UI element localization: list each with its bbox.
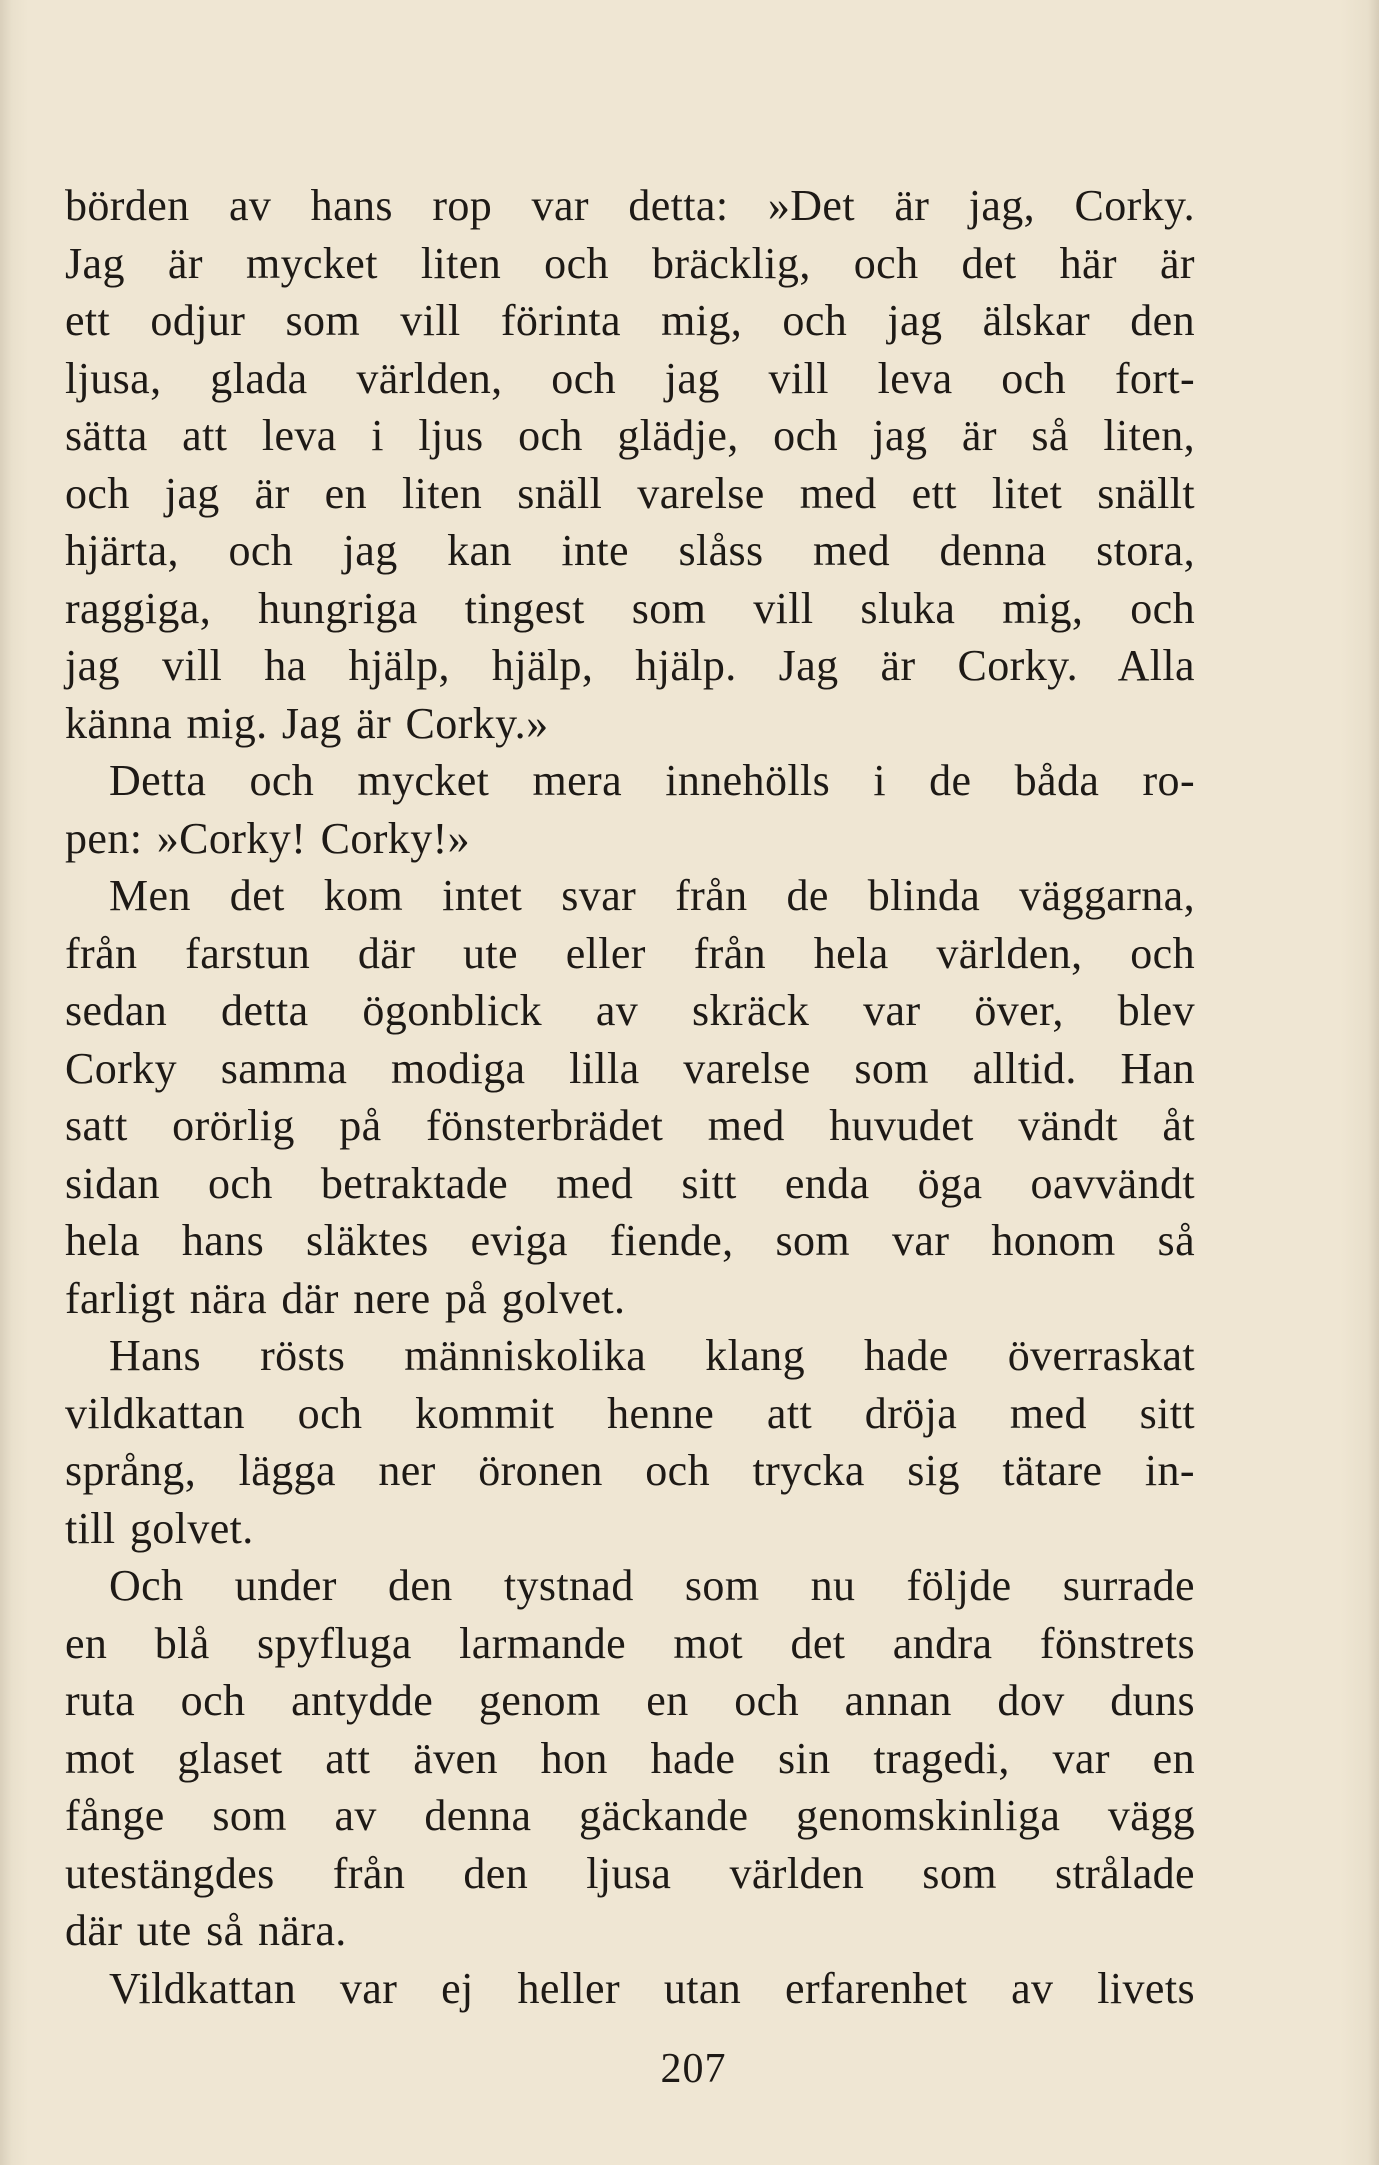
text-line: sedan detta ögonblick av skräck var över, blev <box>65 986 1195 1035</box>
text-line: vildkattan och kommit henne att dröja med sitt <box>65 1388 1195 1438</box>
text-line: Corky samma modiga lilla varelse som alltid. Han <box>65 1043 1195 1093</box>
text-line: från farstun där ute eller från hela världen, och <box>65 928 1195 978</box>
text-line: och jag är en liten snäll varelse med ett litet snällt <box>65 468 1195 518</box>
text-line: Men det kom intet svar från de blinda väggarna, <box>109 871 1195 920</box>
text-line: språng, lägga ner öronen och trycka sig tätare in- <box>65 1446 1195 1495</box>
text-line: Jag är mycket liten och bräcklig, och det här är <box>65 238 1195 288</box>
text-line: Och under den tystnad som nu följde surrade <box>109 1561 1195 1610</box>
text-line: ljusa, glada världen, och jag vill leva och fort- <box>65 353 1195 403</box>
text-line: Hans rösts människolika klang hade överraskat <box>109 1331 1195 1380</box>
text-line: pen: »Corky! Corky!» <box>65 813 471 863</box>
text-line: satt orörlig på fönsterbrädet med huvudet vändt åt <box>65 1101 1195 1150</box>
text-line: mot glaset att även hon hade sin tragedi, var en <box>65 1733 1195 1783</box>
text-line: börden av hans rop var detta: »Det är jag, Corky. <box>65 181 1195 230</box>
text-line: Detta och mycket mera innehölls i de båda ro- <box>109 756 1195 805</box>
text-line: en blå spyfluga larmande mot det andra fönstrets <box>65 1618 1195 1668</box>
text-line: till golvet. <box>65 1503 254 1553</box>
text-line: utestängdes från den ljusa världen som strålade <box>65 1848 1195 1898</box>
text-line: farligt nära där nere på golvet. <box>65 1273 626 1323</box>
text-line: fånge som av denna gäckande genomskinliga vägg <box>65 1791 1195 1840</box>
body-text <box>65 177 1195 2017</box>
text-line: där ute så nära. <box>65 1906 347 1955</box>
text-line: känna mig. Jag är Corky.» <box>65 698 549 748</box>
text-line: Vildkattan var ej heller utan erfarenhet av livets <box>109 1963 1195 2013</box>
text-line: ruta och antydde genom en och annan dov duns <box>65 1676 1195 1725</box>
text-line: ett odjur som vill förinta mig, och jag älskar den <box>65 296 1195 345</box>
text-line: hjärta, och jag kan inte slåss med denna stora, <box>65 526 1195 575</box>
text-line: sidan och betraktade med sitt enda öga oavvändt <box>65 1158 1195 1208</box>
text-line: hela hans släktes eviga fiende, som var honom så <box>65 1216 1195 1265</box>
text-line: jag vill ha hjälp, hjälp, hjälp. Jag är Corky. Alla <box>65 641 1195 690</box>
page-number: 207 <box>660 2046 727 2092</box>
text-line: sätta att leva i ljus och glädje, och jag är så liten, <box>65 411 1195 460</box>
text-line: raggiga, hungriga tingest som vill sluka mig, och <box>65 583 1195 633</box>
